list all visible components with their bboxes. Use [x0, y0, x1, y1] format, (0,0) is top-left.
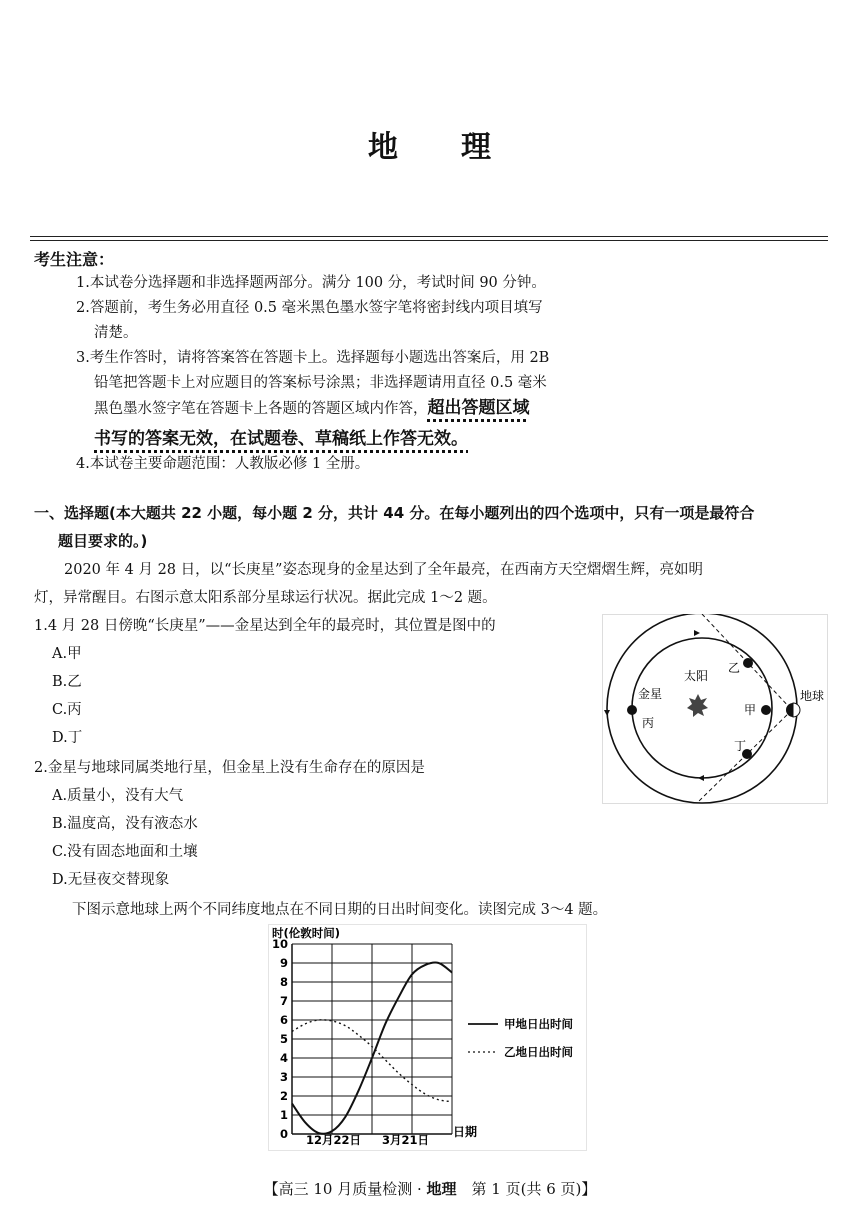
notice-item-3-line3: [94, 396, 530, 421]
ding-label: 丁: [734, 739, 747, 753]
earth-label: 地球: [800, 689, 825, 703]
sun-icon: [687, 694, 708, 717]
footer-subject: 地理: [426, 1180, 457, 1198]
q1-option-d[interactable]: D.丁: [52, 730, 83, 746]
x-axis-title: 日期: [453, 1125, 478, 1139]
section-heading-line2: 题目要求的。): [58, 532, 148, 550]
section-heading-line1: 一、选择题(本大题共 22 小题，每小题 2 分，共计 44 分。在每小题列出的四个选项中，只有一项是最符合: [34, 504, 755, 522]
y-tick-label: 7: [279, 994, 288, 1008]
venus-point-jia: [761, 705, 771, 715]
orbit-arrow-top: [694, 630, 700, 636]
orbit-arrow-left: [604, 710, 610, 716]
top-rule: [30, 236, 828, 237]
footer-text-c: 第 1 页(共 6 页)】: [456, 1180, 597, 1198]
q2-option-a[interactable]: A.质量小，没有大气: [52, 788, 184, 804]
y-axis-title: 时(伦敦时间): [272, 926, 341, 940]
y-tick-label: 2: [279, 1089, 288, 1103]
y-tick-label: 9: [279, 956, 288, 970]
chart-frame: [269, 925, 587, 1151]
q1-option-a[interactable]: A.甲: [52, 646, 82, 662]
q1-option-b[interactable]: B.乙: [52, 674, 82, 690]
venus-point-yi: [743, 658, 753, 668]
venus-point-bing: [627, 705, 637, 715]
legend-jia: 甲地日出时间: [504, 1017, 573, 1031]
notice-emphasis-2: 书写的答案无效，在试题卷、草稿纸上作答无效。: [94, 429, 468, 449]
bing-label: 丙: [642, 716, 655, 730]
q2-option-b[interactable]: B.温度高，没有液态水: [52, 816, 198, 832]
q2-option-d[interactable]: D.无昼夜交替现象: [52, 872, 170, 888]
venus-label: 金星: [638, 687, 663, 701]
earth-lit-half: [793, 703, 800, 717]
orbit-figure: [602, 614, 828, 804]
notice-item-3-line2: 铅笔把答题卡上对应题目的答案标号涂黑；非选择题请用直径 0.5 毫米: [94, 375, 547, 391]
notice-item-2-line2: 清楚。: [94, 325, 138, 341]
y-tick-label: 6: [279, 1013, 288, 1027]
intro-line2: 灯，异常醒目。右图示意太阳系部分星球运行状况。据此完成 1～2 题。: [34, 590, 497, 606]
notice-item-1: 1.本试卷分选择题和非选择题两部分。满分 100 分，考试时间 90 分钟。: [76, 275, 546, 291]
notice-emphasis-1: 超出答题区域: [427, 398, 530, 418]
notice-item-2-line1: 2.答题前，考生务必用直径 0.5 毫米黑色墨水签字笔将密封线内项目填写: [76, 300, 543, 316]
q2-option-c[interactable]: C.没有固态地面和土壤: [52, 844, 198, 860]
chart-grid: [292, 944, 452, 1134]
intro-2: 下图示意地球上两个不同纬度地点在不同日期的日出时间变化。读图完成 3～4 题。: [72, 902, 608, 918]
notice-item-3-line3-text: 黑色墨水签字笔在答题卡上各题的答题区域内作答，: [94, 401, 428, 417]
page-footer: [0, 1178, 860, 1199]
x-tick-label-mar21: 3月21日: [382, 1133, 430, 1147]
intro-line1: 2020 年 4 月 28 日，以“长庚星”姿态现身的金星达到了全年最亮，在西南方天空熠熠生辉，亮如明: [64, 562, 703, 578]
q1-option-c[interactable]: C.丙: [52, 702, 82, 718]
y-tick-label: 4: [279, 1051, 288, 1065]
sun-label: 太阳: [684, 669, 709, 683]
top-rule-thin: [30, 240, 828, 241]
sunrise-chart: [268, 924, 590, 1152]
y-axis-ticks: [272, 937, 288, 1141]
footer-text-a: 【高三 10 月质量检测 ·: [263, 1180, 427, 1198]
y-tick-label: 8: [279, 975, 288, 989]
y-tick-label: 3: [279, 1070, 288, 1084]
question-1-stem: 1.4 月 28 日傍晚“长庚星”——金星达到全年的最亮时，其位置是图中的: [34, 618, 496, 634]
x-tick-label-dec22: 12月22日: [306, 1133, 362, 1147]
notice-heading: 考生注意：: [34, 250, 115, 269]
legend-yi: 乙地日出时间: [504, 1045, 573, 1059]
notice-item-4: 4.本试卷主要命题范围：人教版必修 1 全册。: [76, 456, 370, 472]
jia-label: 甲: [744, 703, 757, 717]
y-tick-label: 0: [279, 1127, 288, 1141]
notice-item-3-line1: 3.考生作答时，请将答案答在答题卡上。选择题每小题选出答案后，用 2B: [76, 350, 550, 366]
yi-label: 乙: [728, 661, 741, 675]
y-tick-label: 10: [271, 937, 288, 951]
orbit-arrow-bottom: [698, 775, 704, 781]
question-2-stem: 2.金星与地球同属类地行星，但金星上没有生命存在的原因是: [34, 760, 425, 776]
page-title: 地 理: [368, 130, 492, 165]
y-tick-label: 5: [279, 1032, 288, 1046]
y-tick-label: 1: [279, 1108, 288, 1122]
